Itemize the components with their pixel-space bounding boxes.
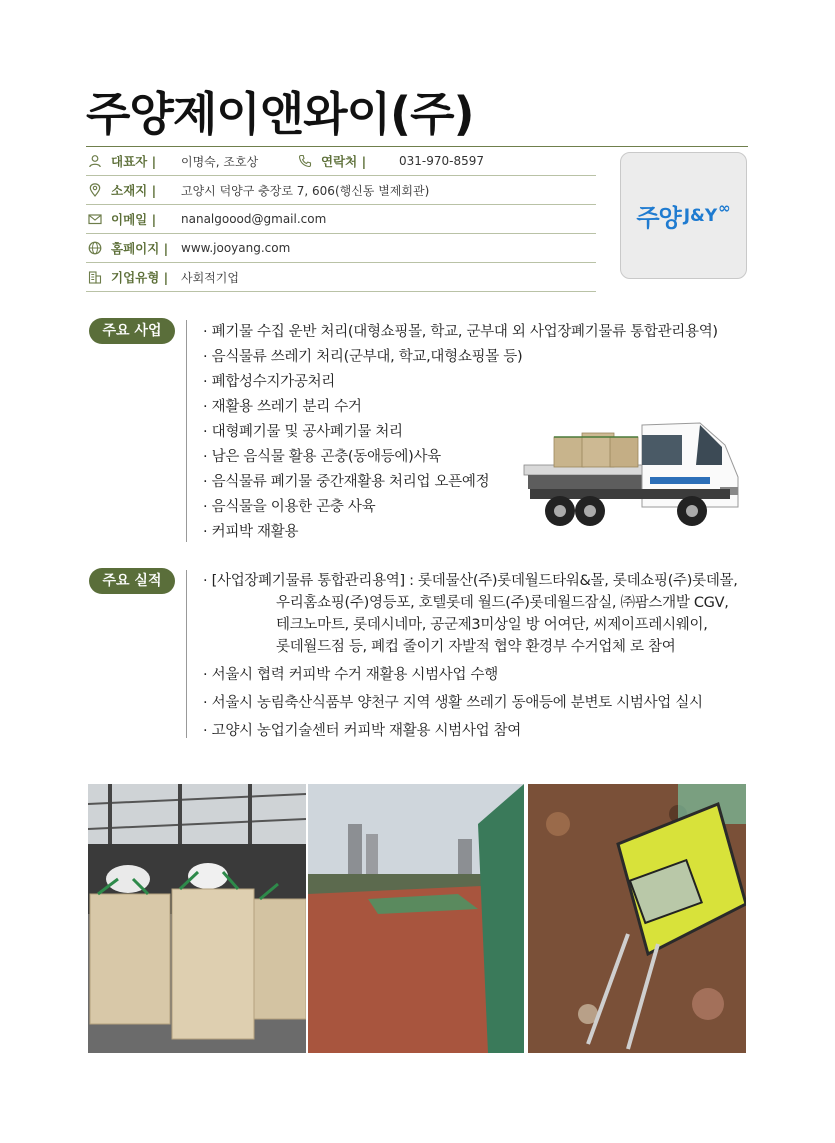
business-item: · 음식물류 폐기물 중간재활용 처리업 오픈예정 (203, 470, 718, 495)
person-icon (88, 154, 102, 168)
achievement-line: 우리홈쇼핑(주)영등포, 호텔롯데 월드(주)롯데월드잠실, ㈜팜스개발 CGV, (276, 595, 729, 611)
info-row-company-type (86, 263, 596, 292)
achievements-divider (186, 570, 187, 738)
globe-icon (88, 241, 102, 255)
achievements-list (203, 570, 738, 748)
contact-group (296, 152, 484, 170)
achievements-heading: 주요 실적 (89, 568, 175, 594)
envelope-icon (88, 212, 102, 226)
building-icon (88, 270, 102, 284)
achievement-item: · 서울시 협력 커피박 수거 재활용 시범사업 수행 (203, 664, 738, 686)
business-item: · 음식물을 이용한 곤충 사육 (203, 495, 718, 520)
photo-soil-meter (528, 784, 746, 1053)
business-item: · 재활용 쓰레기 분리 수거 (203, 395, 718, 420)
business-item: · 커피박 재활용 (203, 520, 718, 545)
email-value[interactable]: nanalgoood@gmail.com (181, 212, 327, 226)
business-heading: 주요 사업 (89, 318, 175, 344)
infinity-icon: ∞ (718, 198, 731, 217)
info-row-homepage (86, 234, 596, 263)
email-label: 이메일 | (111, 212, 157, 227)
logo-korean-text: 주양 (636, 204, 681, 232)
company-info-table (86, 147, 596, 292)
company-type-value: 사회적기업 (181, 270, 239, 285)
contact-value[interactable]: 031-970-8597 (399, 154, 485, 168)
info-row-address (86, 176, 596, 205)
business-item: · 남은 음식물 활용 곤충(동애등에)사육 (203, 445, 718, 470)
business-item: · 대형폐기물 및 공사폐기물 처리 (203, 420, 718, 445)
representative-label: 대표자 | (111, 154, 157, 169)
company-name: 주양제이앤와이(주) (86, 87, 474, 141)
contact-label: 연락처 | (321, 154, 367, 169)
photo-barn-bags (88, 784, 306, 1053)
achievement-item (203, 570, 738, 658)
logo-english-text: J&Y (683, 205, 718, 226)
truck-image (520, 415, 748, 545)
info-row-representative (86, 147, 596, 176)
achievement-line: [사업장폐기물류 통합관리용역] : 롯데물산(주)롯데월드타워&몰, 롯데쇼핑(주)롯데몰, (211, 573, 738, 589)
business-divider (186, 320, 187, 542)
company-logo (620, 152, 747, 279)
photo-field (308, 784, 524, 1053)
address-label: 소재지 | (111, 183, 157, 198)
company-type-label: 기업유형 | (111, 270, 169, 285)
achievement-item: · 서울시 농림축산식품부 양천구 지역 생활 쓰레기 동애등에 분변토 시범사업 실시 (203, 692, 738, 714)
achievement-line: 롯데월드점 등, 폐컵 줄이기 자발적 협약 환경부 수거업체 로 참여 (276, 639, 676, 655)
business-item: · 폐기물 수집 운반 처리(대형쇼핑몰, 학교, 군부대 외 사업장폐기물류 통합관리용역) (203, 320, 718, 345)
address-value: 고양시 덕양구 충장로 7, 606(행신동 별제회관) (181, 183, 430, 198)
homepage-label: 홈페이지 | (111, 241, 169, 256)
homepage-value[interactable]: www.jooyang.com (181, 241, 291, 255)
location-pin-icon (88, 183, 102, 197)
info-row-email (86, 205, 596, 234)
representative-value: 이명숙, 조호상 (181, 154, 259, 169)
achievement-line: 테크노마트, 롯데시네마, 공군제3미상일 방 어여단, 씨제이프레시웨이, (276, 617, 708, 633)
achievement-item: · 고양시 농업기술센터 커피박 재활용 시범사업 참여 (203, 720, 738, 742)
phone-icon (298, 154, 312, 168)
business-item: · 음식물류 쓰레기 처리(군부대, 학교,대형쇼핑몰 등) (203, 345, 718, 370)
business-item: · 폐합성수지가공처리 (203, 370, 718, 395)
